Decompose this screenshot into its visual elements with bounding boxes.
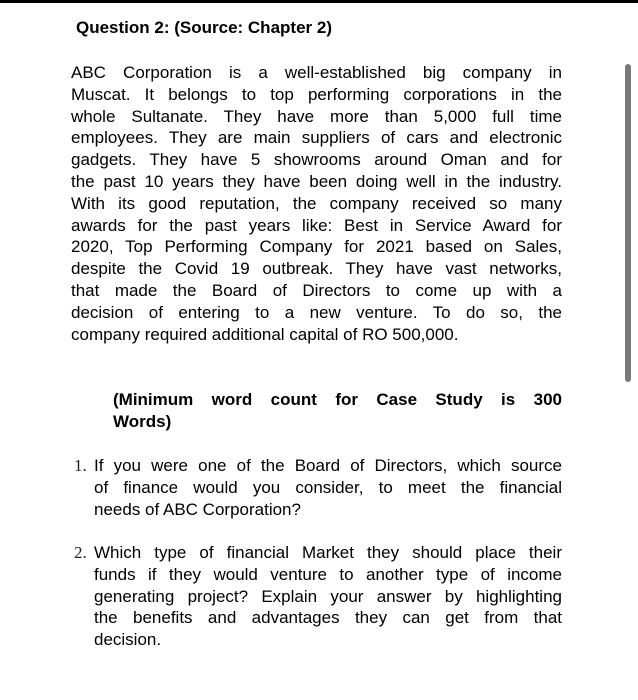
case-study-line: awards for the past years like: Best in Service Award for bbox=[71, 215, 562, 235]
question-line: If you were one of the Board of Directors, which source bbox=[94, 456, 562, 475]
top-border bbox=[0, 0, 638, 3]
case-study-line: company required additional capital of RO 500,000. bbox=[71, 324, 459, 344]
case-study-line: 2020, Top Performing Company for 2021 based on Sales, bbox=[71, 237, 562, 257]
case-study-line: whole Sultanate. They have more than 5,000 full time bbox=[71, 106, 562, 126]
question-line: funds if they would venture to another type of income bbox=[94, 564, 562, 584]
question-line: decision. bbox=[94, 630, 162, 650]
question-line: needs of ABC Corporation? bbox=[94, 499, 301, 519]
case-study-line: that made the Board of Directors to come up with a bbox=[71, 280, 562, 300]
note-line: Words) bbox=[113, 412, 172, 431]
case-study-line: With its good reputation, the company received so many bbox=[71, 193, 562, 213]
case-study-paragraph bbox=[71, 62, 562, 345]
word-count-note bbox=[113, 389, 562, 433]
case-study-line: ABC Corporation is a well-established big company in bbox=[71, 63, 562, 82]
question-line: the benefits and advantages they can get from that bbox=[94, 608, 562, 628]
question-item-2 bbox=[74, 542, 562, 651]
case-study-line: gadgets. They have 5 showrooms around Oman and for bbox=[71, 150, 562, 170]
question-text bbox=[94, 455, 562, 520]
question-line: Which type of financial Market they should place their bbox=[94, 543, 562, 562]
question-item-1 bbox=[74, 455, 562, 520]
case-study-line: Muscat. It belongs to top performing corporations in the bbox=[71, 84, 562, 104]
vertical-scrollbar[interactable] bbox=[625, 64, 631, 382]
question-number: 1. bbox=[74, 456, 87, 475]
case-study-line: the past 10 years they have been doing well in the industry. bbox=[71, 171, 562, 191]
case-study-line: despite the Covid 19 outbreak. They have vast networks, bbox=[71, 259, 562, 279]
question-text bbox=[94, 542, 562, 651]
question-number: 2. bbox=[74, 543, 87, 562]
case-study-line: employees. They are main suppliers of cars and electronic bbox=[71, 128, 562, 148]
question-heading: Question 2: (Source: Chapter 2) bbox=[76, 18, 332, 37]
question-line: of finance would you consider, to meet the financial bbox=[94, 477, 562, 497]
note-line: (Minimum word count for Case Study is 300 bbox=[113, 390, 562, 409]
question-line: generating project? Explain your answer by highlighting bbox=[94, 586, 562, 606]
case-study-line: decision of entering to a new venture. To do so, the bbox=[71, 302, 562, 322]
